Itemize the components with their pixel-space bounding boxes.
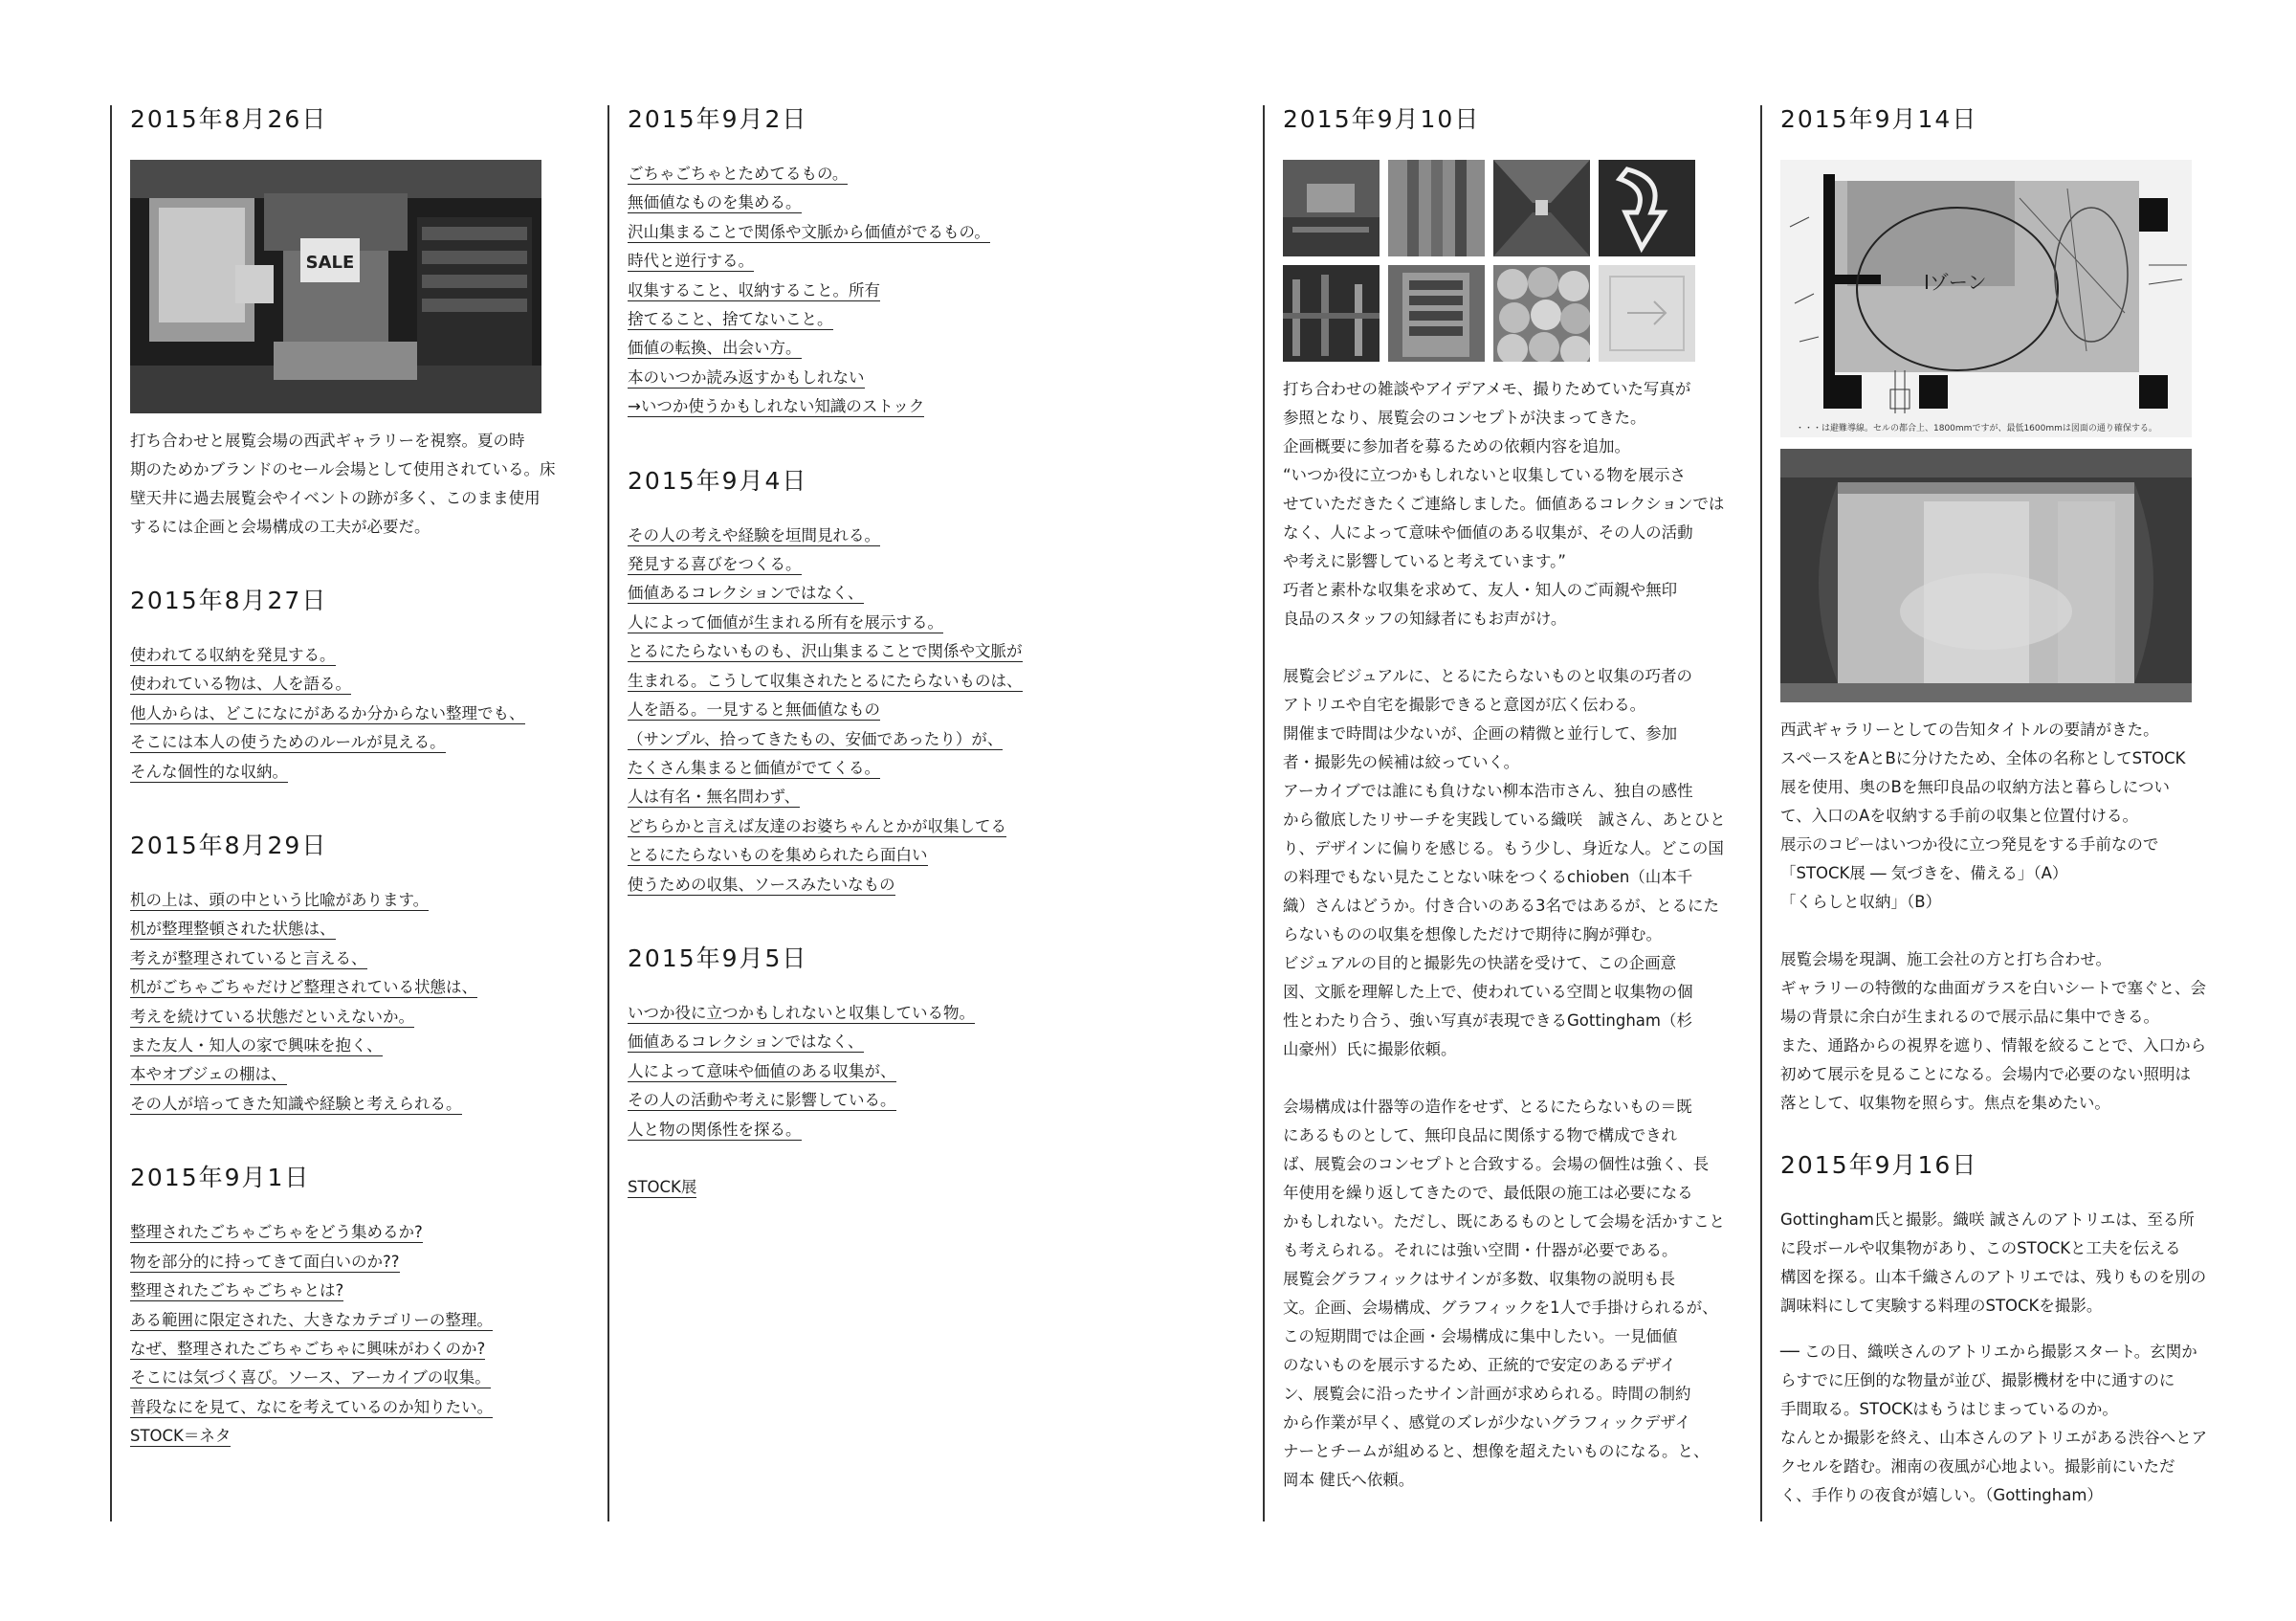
list-item: 発見する喜びをつくる。 — [628, 555, 802, 574]
thumb-vending — [1388, 265, 1485, 362]
list-item: とるにたらないものを集められたら面白い — [628, 846, 928, 865]
list-item: その人の考えや経験を垣間見れる。 — [628, 525, 880, 544]
list-item: 使われてる収納を発見する。 — [130, 646, 336, 664]
body-line: 性とわたり合う、強い写真が表現できるGottingham（杉 — [1283, 1011, 1692, 1030]
column-rule-1 — [110, 105, 112, 1521]
entry-2015-09-01 — [130, 1159, 580, 1451]
list-item: 考えを続けている状態だといえないか。 — [130, 1007, 414, 1026]
entry-date: 2015年9月14日 — [1780, 105, 1978, 133]
entry-2015-09-05 — [628, 940, 1202, 1202]
list-item: 沢山集まることで関係や文脈から価値がでるもの。 — [628, 222, 990, 241]
body-line: の料理でもない見たことない味をつくるchioben（山本千 — [1283, 868, 1693, 886]
body-line: 文。企画、会場構成、グラフィックを1人で手掛けられるが、 — [1283, 1299, 1718, 1317]
body-line: から作業が早く、感覚のズレが少ないグラフィックデザイ — [1283, 1413, 1691, 1432]
entry-date: 2015年9月16日 — [1780, 1151, 1978, 1179]
list-item: →いつか使うかもしれない知識のストック — [628, 397, 925, 416]
entry-list — [130, 641, 580, 787]
body-line: 展覧会ビジュアルに、とるにたらないものと収集の巧者の — [1283, 667, 1693, 685]
entry-date: 2015年9月5日 — [628, 944, 808, 972]
body-line: ナーとチームが組めると、想像を超えたいものになる。と、 — [1283, 1442, 1710, 1460]
body-line: 落として、収集物を照らす。焦点を集めたい。 — [1780, 1094, 2110, 1112]
body-line: するには企画と会場構成の工夫が必要だ。 — [130, 518, 430, 536]
floor-plan-sketch — [1780, 160, 2192, 437]
body-line: 良品のスタッフの知縁者にもお声がけ。 — [1283, 610, 1567, 628]
gallery-entrance-photo — [1780, 449, 2192, 702]
list-item: 生まれる。こうして収集されたとるにたらないものは、 — [628, 671, 1023, 690]
thumb-building — [1388, 160, 1485, 256]
body-line: 図、文脈を理解した上で、使われている空間と収集物の個 — [1283, 983, 1693, 1001]
list-item: 考えが整理されていると言える、 — [130, 948, 367, 967]
entry-2015-08-29 — [130, 827, 580, 1119]
body-line: 開催まで時間は少ないが、企画の精微と並行して、参加 — [1283, 724, 1678, 743]
body-line: 年使用を繰り返してきたので、最低限の施工は必要になる — [1283, 1184, 1693, 1202]
photo-grid — [1283, 160, 1733, 362]
list-item: いつか役に立つかもしれないと収集している物。 — [628, 1003, 975, 1022]
thumb-arrow-sign — [1599, 160, 1695, 256]
entry-2015-09-16 — [1780, 1146, 2240, 1510]
plan-footnote: ・・・は避難導線。セルの都合上、1800mmですが、最低1600mmは図面の通り確保する。 — [1796, 424, 2157, 433]
body-line: Gottingham氏と撮影。織咲 誠さんのアトリエは、至る所 — [1780, 1210, 2195, 1229]
list-item: 他人からは、どこになにがあるか分からない整理でも、 — [130, 703, 525, 722]
column-rule-4 — [1760, 105, 1762, 1521]
body-line: 期のためかブランドのセール会場として使用されている。床 — [130, 460, 556, 478]
list-item: ある範囲に限定された、大きなカテゴリーの整理。 — [130, 1310, 493, 1329]
body-line: 企画概要に参加者を募るための依頼内容を追加。 — [1283, 437, 1630, 455]
body-line: スペースをAとBに分けたため、全体の名称としてSTOCK — [1780, 749, 2186, 767]
thumb-wall-arrow — [1599, 265, 1695, 362]
body-line: 打ち合わせの雑談やアイデアメモ、撮りためていた写真が — [1283, 380, 1691, 398]
list-item: 机の上は、頭の中という比喩があります。 — [130, 891, 430, 910]
list-item: 整理されたごちゃごちゃをどう集めるか? — [130, 1223, 423, 1242]
sale-sign-text: SALE — [305, 253, 355, 273]
body-line: 西武ギャラリーとしての告知タイトルの要請がきた。 — [1780, 721, 2159, 739]
list-item: 人によって価値が生まれる所有を展示する。 — [628, 612, 943, 632]
entry-2015-08-26 — [130, 100, 580, 542]
body-line: のないものを展示するため、正統的で安定のあるデザイ — [1283, 1356, 1676, 1374]
entry-date: 2015年8月27日 — [130, 587, 328, 614]
list-item: その人が培ってきた知識や経験と考えられる。 — [130, 1094, 462, 1113]
body-line: て、入口のAを収納する手前の収集と位置付ける。 — [1780, 807, 2138, 825]
column-1 — [130, 100, 580, 1452]
entry-list — [628, 160, 1202, 422]
entry-2015-08-27 — [130, 582, 580, 787]
body-line: 展覧会グラフィックはサインが多数、収集物の説明も長 — [1283, 1270, 1676, 1288]
plan-zone-label: Iゾーン — [1924, 271, 1987, 294]
footer-label: STOCK展 — [628, 1177, 697, 1196]
body-line: も考えられる。それには強い空間・什器が必要である。 — [1283, 1241, 1678, 1259]
list-item: そこには気づく喜び。ソース、アーカイブの収集。 — [130, 1368, 491, 1388]
body-line: ── この日、織咲さんのアトリエから撮影スタート。玄関か — [1780, 1343, 2197, 1361]
list-item: 無価値なものを集める。 — [628, 193, 802, 212]
body-line: ン、展覧会に沿ったサイン計画が求められる。時間の制約 — [1283, 1385, 1691, 1403]
body-line: 参照となり、展覧会のコンセプトが決まってきた。 — [1283, 409, 1646, 427]
body-line: 山豪州）氏に撮影依頼。 — [1283, 1040, 1457, 1058]
body-line: なんとか撮影を終え、山本さんのアトリエがある渋谷へとア — [1780, 1429, 2208, 1447]
list-item: 時代と逆行する。 — [628, 252, 754, 271]
list-item: その人の活動や考えに影響している。 — [628, 1091, 896, 1110]
body-line: 者・撮影先の候補は絞っていく。 — [1283, 753, 1520, 771]
list-item: なぜ、整理されたごちゃごちゃに興味がわくのか? — [130, 1339, 486, 1358]
body-line: せていただきたくご連絡しました。価値あるコレクションでは — [1283, 495, 1725, 513]
list-item: 価値あるコレクションではなく、 — [628, 1033, 864, 1052]
body-line: ば、展覧会のコンセプトと合致する。会場の個性は強く、長 — [1283, 1155, 1710, 1173]
list-item: 使うための収集、ソースみたいなもの — [628, 875, 895, 894]
list-item: 使われている物は、人を語る。 — [130, 675, 351, 694]
body-line: 織）さんはどうか。付き合いのある3名ではあるが、とるにた — [1283, 897, 1719, 915]
list-item: 人を語る。一見すると無価値なもの — [628, 700, 880, 720]
gallery-sale-photo — [130, 160, 541, 413]
entry-list — [628, 999, 1202, 1144]
body-line: にあるものとして、無印良品に関係する物で構成できれ — [1283, 1126, 1678, 1144]
column-4 — [1780, 100, 2240, 1510]
body-line: に段ボールや収集物があり、このSTOCKと工夫を伝える — [1780, 1239, 2181, 1257]
list-item: 価値あるコレクションではなく、 — [628, 584, 864, 603]
body-line: 会場構成は什器等の造作をせず、とるにたらないもの＝既 — [1283, 1098, 1692, 1116]
thumb-tunnel — [1493, 160, 1590, 256]
entry-date: 2015年9月10日 — [1283, 105, 1481, 133]
list-item: 物を部分的に持ってきて面白いのか?? — [130, 1252, 400, 1271]
body-line: らすでに圧倒的な物量が並び、撮影機材を中に通すのに — [1780, 1371, 2175, 1389]
list-item: STOCK＝ネタ — [130, 1427, 232, 1446]
entry-list — [130, 886, 580, 1119]
body-line: 岡本 健氏へ依頼。 — [1283, 1471, 1415, 1489]
body-line: 展示のコピーはいつか役に立つ発見をする手前なので — [1780, 835, 2159, 854]
entry-date: 2015年9月1日 — [130, 1164, 311, 1192]
thumb-gym — [1283, 265, 1380, 362]
body-line: アトリエや自宅を撮影できると意図が広く伝わる。 — [1283, 696, 1646, 714]
column-rule-3 — [1263, 105, 1265, 1521]
body-line: クセルを踏む。湘南の夜風が心地よい。撮影前にいただ — [1780, 1457, 2175, 1476]
body-line: 「くらしと収納」（B） — [1780, 893, 1942, 911]
entry-2015-09-04 — [628, 462, 1202, 899]
body-line: ビジュアルの目的と撮影先の快諾を受けて、この企画意 — [1283, 954, 1677, 972]
entry-body — [1283, 375, 1733, 1495]
entry-2015-09-10 — [1283, 100, 1733, 1495]
floor-plan-drawing — [1780, 160, 2192, 437]
list-item: 人は有名・無名問わず、 — [628, 788, 801, 807]
entry-footer — [628, 1173, 1202, 1202]
list-item: また友人・知人の家で興味を抱く、 — [130, 1036, 383, 1055]
body-line: ギャラリーの特徴的な曲面ガラスを白いシートで塞ぐと、会 — [1780, 979, 2207, 997]
entry-body — [1780, 716, 2240, 1118]
list-item: 本やオブジェの棚は、 — [130, 1065, 287, 1084]
body-line: 「STOCK展 ― 気づきを、備える」（A） — [1780, 864, 2068, 882]
body-line: 場の背景に余白が生まれるので展示品に集中できる。 — [1780, 1008, 2159, 1026]
list-item: 人によって意味や価値のある収集が、 — [628, 1061, 896, 1080]
list-item: 人と物の関係性を探る。 — [628, 1120, 802, 1139]
entry-date: 2015年9月2日 — [628, 105, 808, 133]
body-line: く、手作りの夜食が嬉しい。（Gottingham） — [1780, 1486, 2103, 1504]
list-item: 机が整理整頓された状態は、 — [130, 920, 336, 939]
body-line: アーカイブでは誰にも負けない柳本浩市さん、独自の感性 — [1283, 782, 1693, 800]
body-line: や考えに影響していると考えています。” — [1283, 552, 1566, 570]
entry-date: 2015年8月26日 — [130, 105, 328, 133]
list-item: 本のいつか読み返すかもしれない — [628, 367, 865, 387]
list-item: どちらかと言えば友達のお婆ちゃんとかが収集してる — [628, 816, 1006, 835]
body-line: 初めて展示を見ることになる。会場内で必要のない照明は — [1780, 1065, 2191, 1083]
entry-date: 2015年8月29日 — [130, 832, 328, 860]
list-item: とるにたらないものも、沢山集まることで関係や文脈が — [628, 642, 1023, 661]
list-item: 机がごちゃごちゃだけど整理されている状態は、 — [130, 978, 477, 997]
list-item: たくさん集まると価値がでてくる。 — [628, 758, 880, 777]
entry-list — [130, 1218, 580, 1451]
body-line: り、デザインに偏りを感じる。もう少し、身近な人。どこの国 — [1283, 839, 1724, 857]
body-line: 展を使用、奥のBを無印良品の収納方法と暮らしについ — [1780, 778, 2170, 796]
body-line: 展覧会場を現調、施工会社の方と打ち合わせ。 — [1780, 950, 2112, 968]
entry-body — [130, 427, 580, 542]
entry-date: 2015年9月4日 — [628, 466, 808, 495]
column-rule-2 — [607, 105, 609, 1521]
body-line: 巧者と素朴な収集を求めて、友人・知人のご両親や無印 — [1283, 581, 1678, 599]
list-item: 価値の転換、出会い方。 — [628, 339, 802, 358]
body-line: 打ち合わせと展覧会場の西武ギャラリーを視察。夏の時 — [130, 432, 525, 450]
body-line: かもしれない。ただし、既にあるものとして会場を活かすこと — [1283, 1212, 1725, 1231]
entry-2015-09-14 — [1780, 100, 2240, 1118]
body-line: なく、人によって意味や価値のある収集が、その人の活動 — [1283, 523, 1693, 542]
body-line: “いつか役に立つかもしれないと収集している物を展示さ — [1283, 466, 1687, 484]
column-3 — [1283, 100, 1733, 1495]
body-line: また、通路からの視界を遮り、情報を絞ることで、入口から — [1780, 1036, 2207, 1055]
body-line: 手間取る。STOCKはもうはじまっているのか。 — [1780, 1400, 2118, 1418]
thumb-shelf — [1283, 160, 1380, 256]
body-line: この短期間では企画・会場構成に集中したい。一見価値 — [1283, 1327, 1678, 1345]
body-line: 構図を探る。山本千織さんのアトリエでは、残りものを別の — [1780, 1268, 2207, 1286]
list-item: 捨てること、捨てないこと。 — [628, 310, 833, 329]
list-item: 普段なにを見て、なにを考えているのか知りたい。 — [130, 1397, 494, 1416]
entry-2015-09-02 — [628, 100, 1202, 422]
body-line: 調味料にして実験する料理のSTOCKを撮影。 — [1780, 1297, 2103, 1315]
entry-list — [628, 522, 1202, 899]
body-line: から徹底したリサーチを実践している織咲 誠さん、あとひと — [1283, 810, 1726, 829]
list-item: （サンプル、拾ってきたもの、安価であったり）が、 — [628, 729, 1004, 748]
entry-body — [1780, 1206, 2240, 1510]
list-item: ごちゃごちゃとためてるもの。 — [628, 165, 849, 183]
list-item: 収集すること、収納すること。所有 — [628, 280, 880, 300]
column-2 — [628, 100, 1202, 1202]
body-line: 壁天井に過去展覧会やイベントの跡が多く、このまま使用 — [130, 489, 541, 507]
thumb-oranges — [1493, 265, 1590, 362]
list-item: そこには本人の使うためのルールが見える。 — [130, 733, 446, 752]
list-item: そんな個性的な収納。 — [130, 762, 288, 781]
list-item: 整理されたごちゃごちゃとは? — [130, 1281, 344, 1300]
body-line: らないものの収集を想像しただけで期待に胸が弾む。 — [1283, 925, 1662, 944]
